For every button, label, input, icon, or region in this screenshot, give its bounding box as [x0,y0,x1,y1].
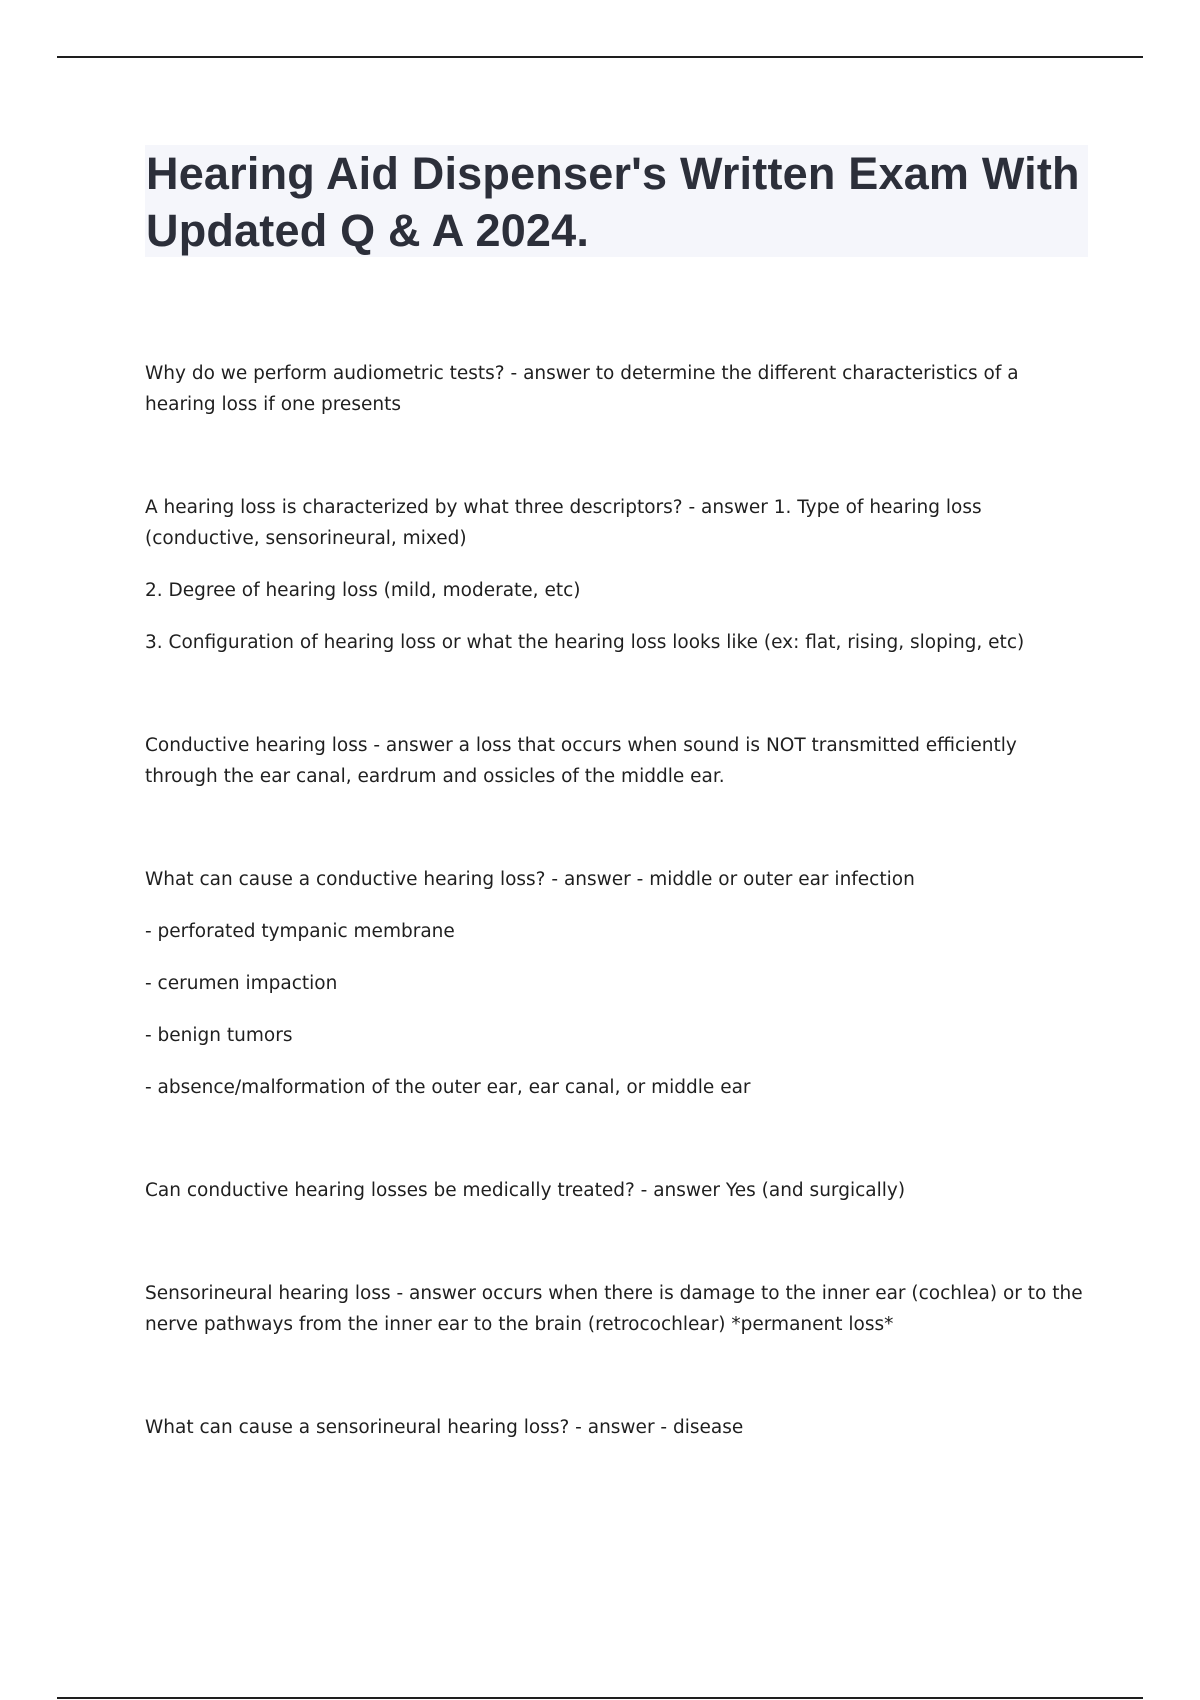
qa-item [145,1412,1085,1443]
qa-paragraph: Can conductive hearing losses be medically treated? - answer Yes (and surgically) [145,1180,906,1201]
qa-paragraph: What can cause a conductive hearing loss? - answer - middle or outer ear infection [145,869,915,890]
qa-item [145,1278,1085,1340]
title-banner [145,145,1088,257]
qa-item [145,492,1085,658]
qa-paragraph: - absence/malformation of the outer ear, ear canal, or middle ear [145,1077,751,1098]
qa-paragraph: Conductive hearing loss - answer a loss that occurs when sound is NOT transmitted efficiently through the ear canal, eardrum and ossicles of the middle ear. [145,735,1017,787]
qa-paragraph: What can cause a sensorineural hearing loss? - answer - disease [145,1417,744,1438]
qa-item [145,864,1085,1103]
qa-paragraph: A hearing loss is characterized by what three descriptors? - answer 1. Type of hearing loss (conductive, sensorineural, mixed) [145,497,982,549]
qa-paragraph: - benign tumors [145,1025,293,1046]
page-title: Hearing Aid Dispenser's Written Exam With Updated Q & A 2024. [146,148,1080,256]
qa-paragraph: Sensorineural hearing loss - answer occurs when there is damage to the inner ear (cochlea) or to the nerve pathways from the inner ear to the brain (retrocochlear) *permanent loss* [145,1283,1083,1335]
qa-item [145,730,1085,792]
qa-paragraph: - cerumen impaction [145,973,338,994]
qa-item [145,358,1085,420]
top-rule [57,56,1143,58]
qa-paragraph: Why do we perform audiometric tests? - answer to determine the different characteristics of a hearing loss if one presents [145,363,1019,415]
qa-paragraph: 2. Degree of hearing loss (mild, moderate, etc) [145,580,581,601]
bottom-rule [57,1697,1143,1699]
qa-item [145,1175,1085,1206]
qa-paragraph: 3. Configuration of hearing loss or what the hearing loss looks like (ex: flat, rising, sloping, etc) [145,632,1025,653]
qa-paragraph: - perforated tympanic membrane [145,921,455,942]
qa-content [145,358,1085,1515]
